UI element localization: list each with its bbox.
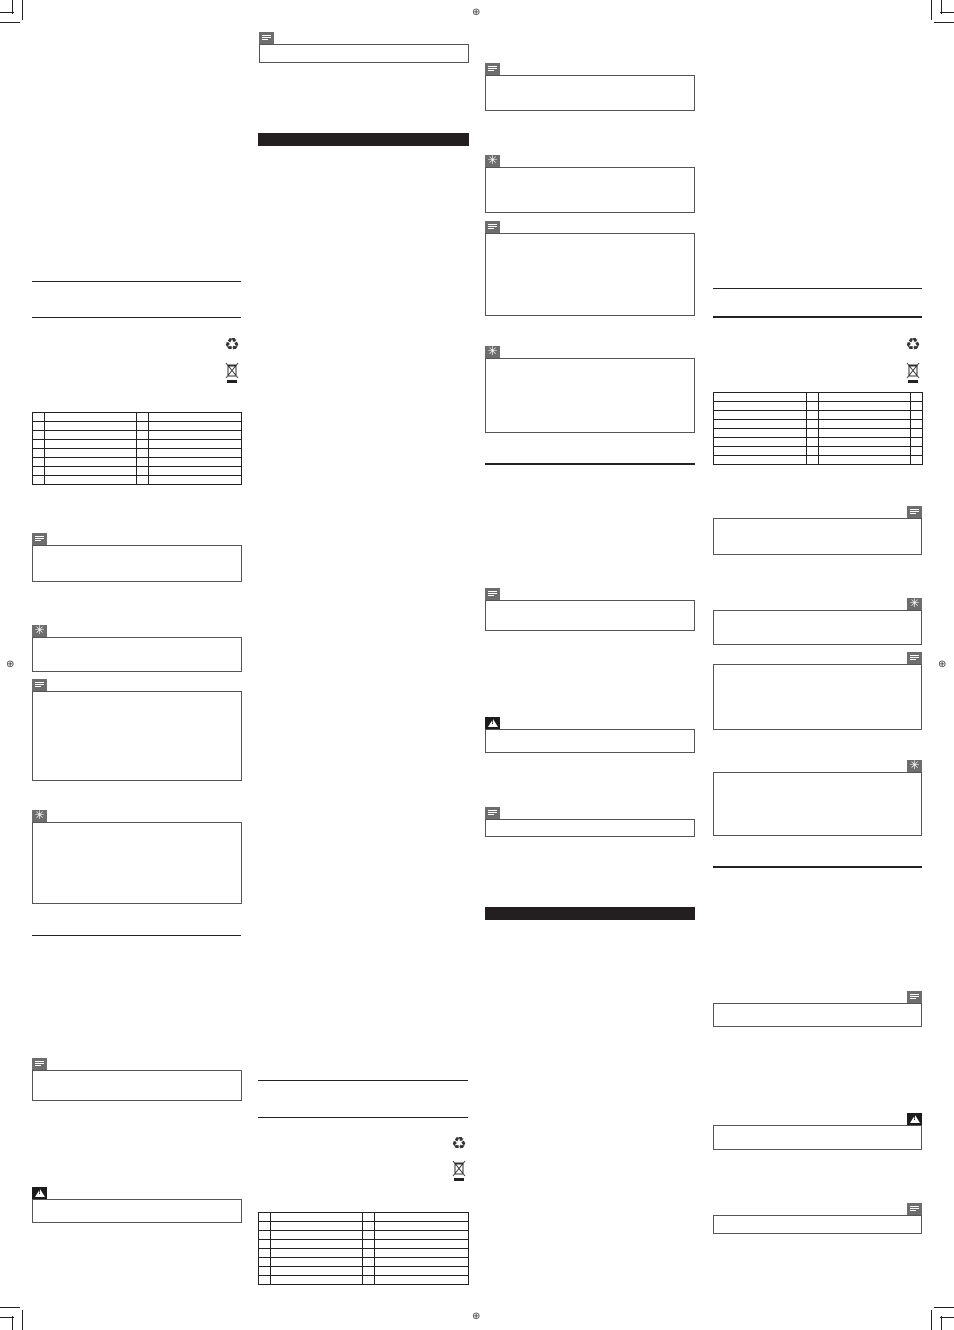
note-box <box>259 44 469 63</box>
note-icon <box>907 991 922 1003</box>
table-row <box>33 449 242 458</box>
table-row <box>259 1222 469 1231</box>
section-rule <box>258 1080 468 1081</box>
recycle-icon: ♻ <box>224 335 240 355</box>
tip-box <box>32 637 242 672</box>
warning-icon <box>32 1187 47 1199</box>
tip-box <box>713 772 922 836</box>
crossed-out-bin-icon <box>906 362 920 384</box>
substance-table <box>713 392 923 465</box>
section-rule <box>32 935 241 936</box>
note-box <box>485 75 695 111</box>
section-rule <box>258 1117 468 1118</box>
table-row <box>259 1231 469 1240</box>
table-row <box>33 413 242 422</box>
substance-table <box>258 1212 469 1285</box>
table-row <box>259 1276 469 1285</box>
tip-icon <box>32 625 47 637</box>
table-row <box>33 467 242 476</box>
tip-icon <box>32 810 47 822</box>
section-rule <box>32 317 241 318</box>
table-row <box>33 458 242 467</box>
note-icon <box>259 32 274 44</box>
note-icon <box>32 1058 47 1070</box>
table-row <box>259 1240 469 1249</box>
substance-table <box>32 412 242 485</box>
note-box <box>32 1070 242 1101</box>
table-row <box>714 438 923 447</box>
section-rule <box>713 866 922 868</box>
table-row <box>714 429 923 438</box>
section-header-bar <box>258 133 469 146</box>
table-row <box>259 1267 469 1276</box>
tip-box <box>32 822 242 904</box>
table-row <box>33 431 242 440</box>
note-box <box>485 819 695 837</box>
table-row <box>33 440 242 449</box>
note-icon <box>32 679 47 691</box>
registration-mark-top: ⊕ <box>472 7 481 18</box>
crossed-out-bin-icon <box>225 362 239 384</box>
registration-mark-left: ⊕ <box>6 659 15 670</box>
tip-icon <box>485 155 500 167</box>
note-box <box>32 545 242 582</box>
table-row <box>33 422 242 431</box>
note-icon <box>32 533 47 545</box>
section-header-bar <box>485 907 695 920</box>
note-icon <box>907 506 922 518</box>
tip-icon <box>485 346 500 358</box>
crossed-out-bin-icon <box>452 1160 466 1182</box>
recycle-icon: ♻ <box>905 335 921 355</box>
note-box <box>713 1215 922 1234</box>
section-rule <box>485 463 695 465</box>
warning-icon <box>907 1113 922 1125</box>
note-box <box>713 1003 922 1027</box>
table-row <box>714 447 923 456</box>
note-icon <box>485 807 500 819</box>
table-row <box>259 1249 469 1258</box>
table-row <box>714 456 923 465</box>
warning-box <box>713 1125 922 1150</box>
note-icon <box>485 63 500 75</box>
note-icon <box>907 652 922 664</box>
tip-box <box>485 167 695 213</box>
registration-mark-bottom: ⊕ <box>472 1311 481 1322</box>
note-icon <box>907 1203 922 1215</box>
table-row <box>259 1213 469 1222</box>
note-icon <box>485 588 500 600</box>
note-box <box>485 233 695 316</box>
tip-icon <box>907 760 922 772</box>
warning-icon <box>485 717 500 729</box>
warning-box <box>485 729 695 753</box>
table-row <box>714 393 923 402</box>
note-box <box>713 664 922 730</box>
table-row <box>33 476 242 485</box>
table-row <box>714 411 923 420</box>
section-rule <box>713 288 922 289</box>
section-rule <box>32 281 241 282</box>
tip-icon <box>907 598 922 610</box>
registration-mark-right: ⊕ <box>938 659 947 670</box>
note-icon <box>485 221 500 233</box>
section-rule <box>713 316 922 318</box>
warning-box <box>32 1199 242 1223</box>
tip-box <box>713 610 922 645</box>
table-row <box>259 1258 469 1267</box>
note-box <box>32 691 242 781</box>
recycle-icon: ♻ <box>451 1134 467 1154</box>
note-box <box>713 518 922 555</box>
table-row <box>714 402 923 411</box>
table-row <box>714 420 923 429</box>
tip-box <box>485 358 695 433</box>
note-box <box>485 600 695 631</box>
